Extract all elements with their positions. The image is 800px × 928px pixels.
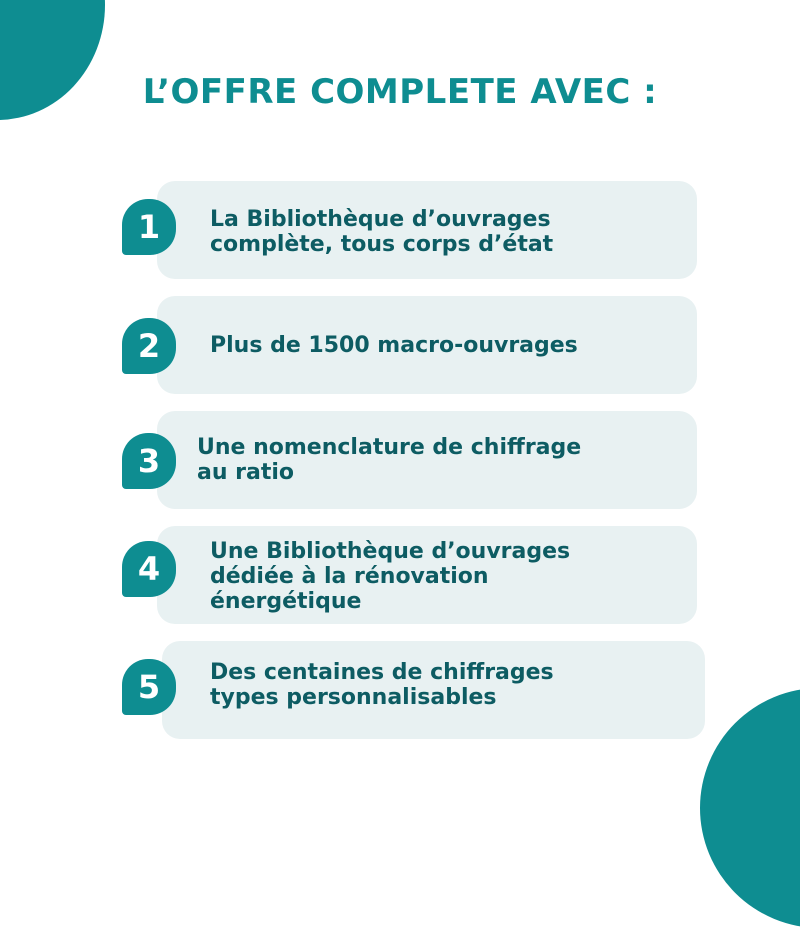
offer-item-text-5: Des centaines de chiffrages types personnalisables	[210, 660, 554, 710]
number-badge-2: 2	[122, 318, 176, 374]
number-badge-1: 1	[122, 199, 176, 255]
offer-item-text-4: Une Bibliothèque d’ouvrages dédiée à la rénovation énergétique	[210, 539, 571, 614]
number-badge-5: 5	[122, 659, 176, 715]
offer-item-text-1: La Bibliothèque d’ouvrages complète, tous corps d’état	[210, 207, 554, 257]
number-badge-4: 4	[122, 541, 176, 597]
offer-item-text-2: Plus de 1500 macro-ouvrages	[210, 333, 578, 358]
decorative-circle-bottom-right	[700, 688, 800, 928]
offer-item-text-3: Une nomenclature de chiffrage au ratio	[197, 435, 582, 485]
page-title: L’OFFRE COMPLETE AVEC :	[142, 72, 658, 112]
number-badge-3: 3	[122, 433, 176, 489]
